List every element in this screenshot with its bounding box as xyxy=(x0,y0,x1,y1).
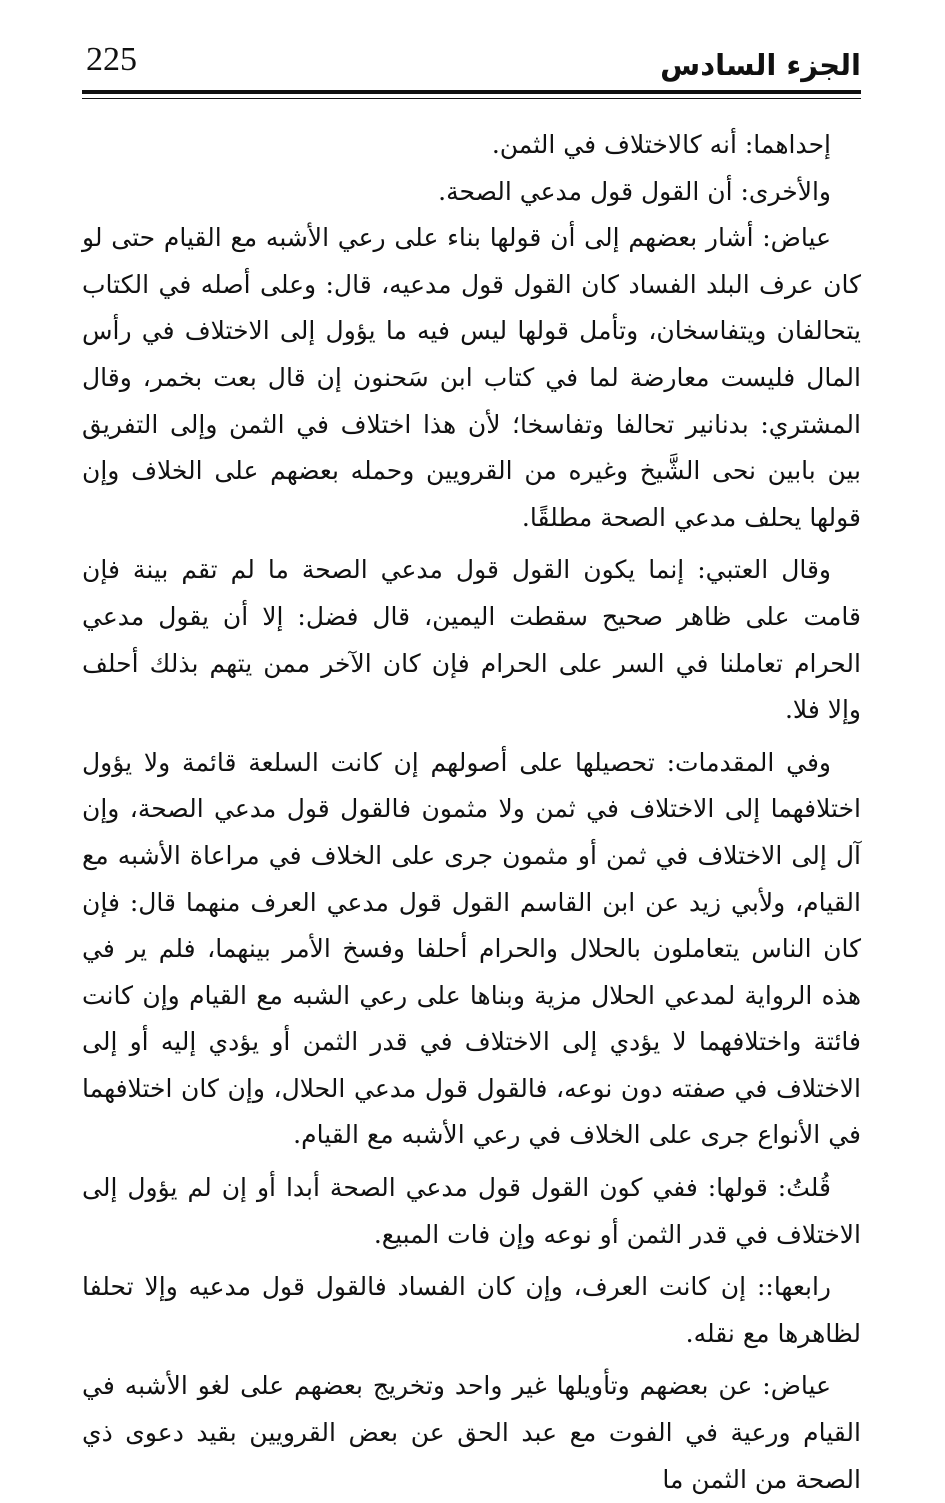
paragraph-7: رابعها:: إن كانت العرف، وإن كان الفساد فالقول قول مدعيه وإلا تحلفا لظاهرها مع نقله. xyxy=(82,1272,861,1348)
page-number: 225 xyxy=(86,41,137,78)
header-divider-thick xyxy=(82,90,861,94)
paragraph-5: وفي المقدمات: تحصيلها على أصولهم إن كانت السلعة قائمة ولا يؤول اختلافهما إلى الاختلاف في ثمن ولا مثمون فالقول قول مدعي الصحة، وإن آل إلى الاختلاف في ثمن أو مثمون جرى على الخلاف في مراعاة الأشبه مع القيام، ولأبي زيد عن ابن القاسم القول قول مدعي العرف منهما قال: فإن كان الناس يتعاملون بالحلال والحرام أحلفا وفسخ الأمر بينهما، فلم ير في هذه الرواية لمدعي الحلال مزية وبناها على رعي الشبه مع القيام وإن كانت فائتة واختلافهما لا يؤدي إلى الاختلاف في قدر الثمن أو يؤدي إليه أو إلى الاختلاف في صفته دون نوعه، فالقول قول مدعي الحلال، وإن كان اختلافهما في الأنواع جرى على الخلاف في رعي الأشبه مع القيام. xyxy=(82,747,861,1150)
body-text xyxy=(82,122,861,1503)
paragraph-3: عياض: أشار بعضهم إلى أن قولها بناء على رعي الأشبه مع القيام حتى لو كان عرف البلد الفساد كان القول قول مدعيه، قال: وعلى أصله في الكتاب يتحالفان ويتفاسخان، وتأمل قولها ليس فيه ما يؤول إلى الاختلاف في رأس المال فليست معارضة لما في كتاب ابن سَحنون إن قال بعت بخمر، وقال المشتري: بدنانير تحالفا وتفاسخا؛ لأن هذا اختلاف في الثمن وإلى التفريق بين بابين نحى الشَّيخ وغيره من القرويين وحمله بعضهم على الخلاف وإن قولها يحلف مدعي الصحة مطلقًا. xyxy=(82,223,861,532)
header-divider-thin xyxy=(82,98,861,99)
paragraph-6: قُلتُ: قولها: ففي كون القول قول مدعي الصحة أبدا أو إن لم يؤول إلى الاختلاف في قدر الثمن أو نوعه وإن فات المبيع. xyxy=(82,1173,861,1249)
paragraph-1: إحداهما: أنه كالاختلاف في الثمن. xyxy=(491,130,831,159)
paragraph-2: والأخرى: أن القول قول مدعي الصحة. xyxy=(438,176,831,206)
paragraph-8: عياض: عن بعضهم وتأويلها غير واحد وتخريج بعضهم على لغو الأشبه في القيام ورعية في الفوت مع عبد الحق عن بعض القرويين بقيد دعوى ذي الصحة من الثمن ما xyxy=(82,1371,861,1494)
running-title: الجزء السادس xyxy=(660,48,861,82)
paragraph-4: وقال العتبي: إنما يكون القول قول مدعي الصحة ما لم تقم بينة فإن قامت على ظاهر صحيح سقطت اليمين، قال فضل: إلا أن يقول مدعي الحرام تعاملنا في السر على الحرام فإن كان الآخر ممن يتهم بذلك أحلف وإلا فلا. xyxy=(82,555,861,725)
page-header xyxy=(82,40,861,96)
